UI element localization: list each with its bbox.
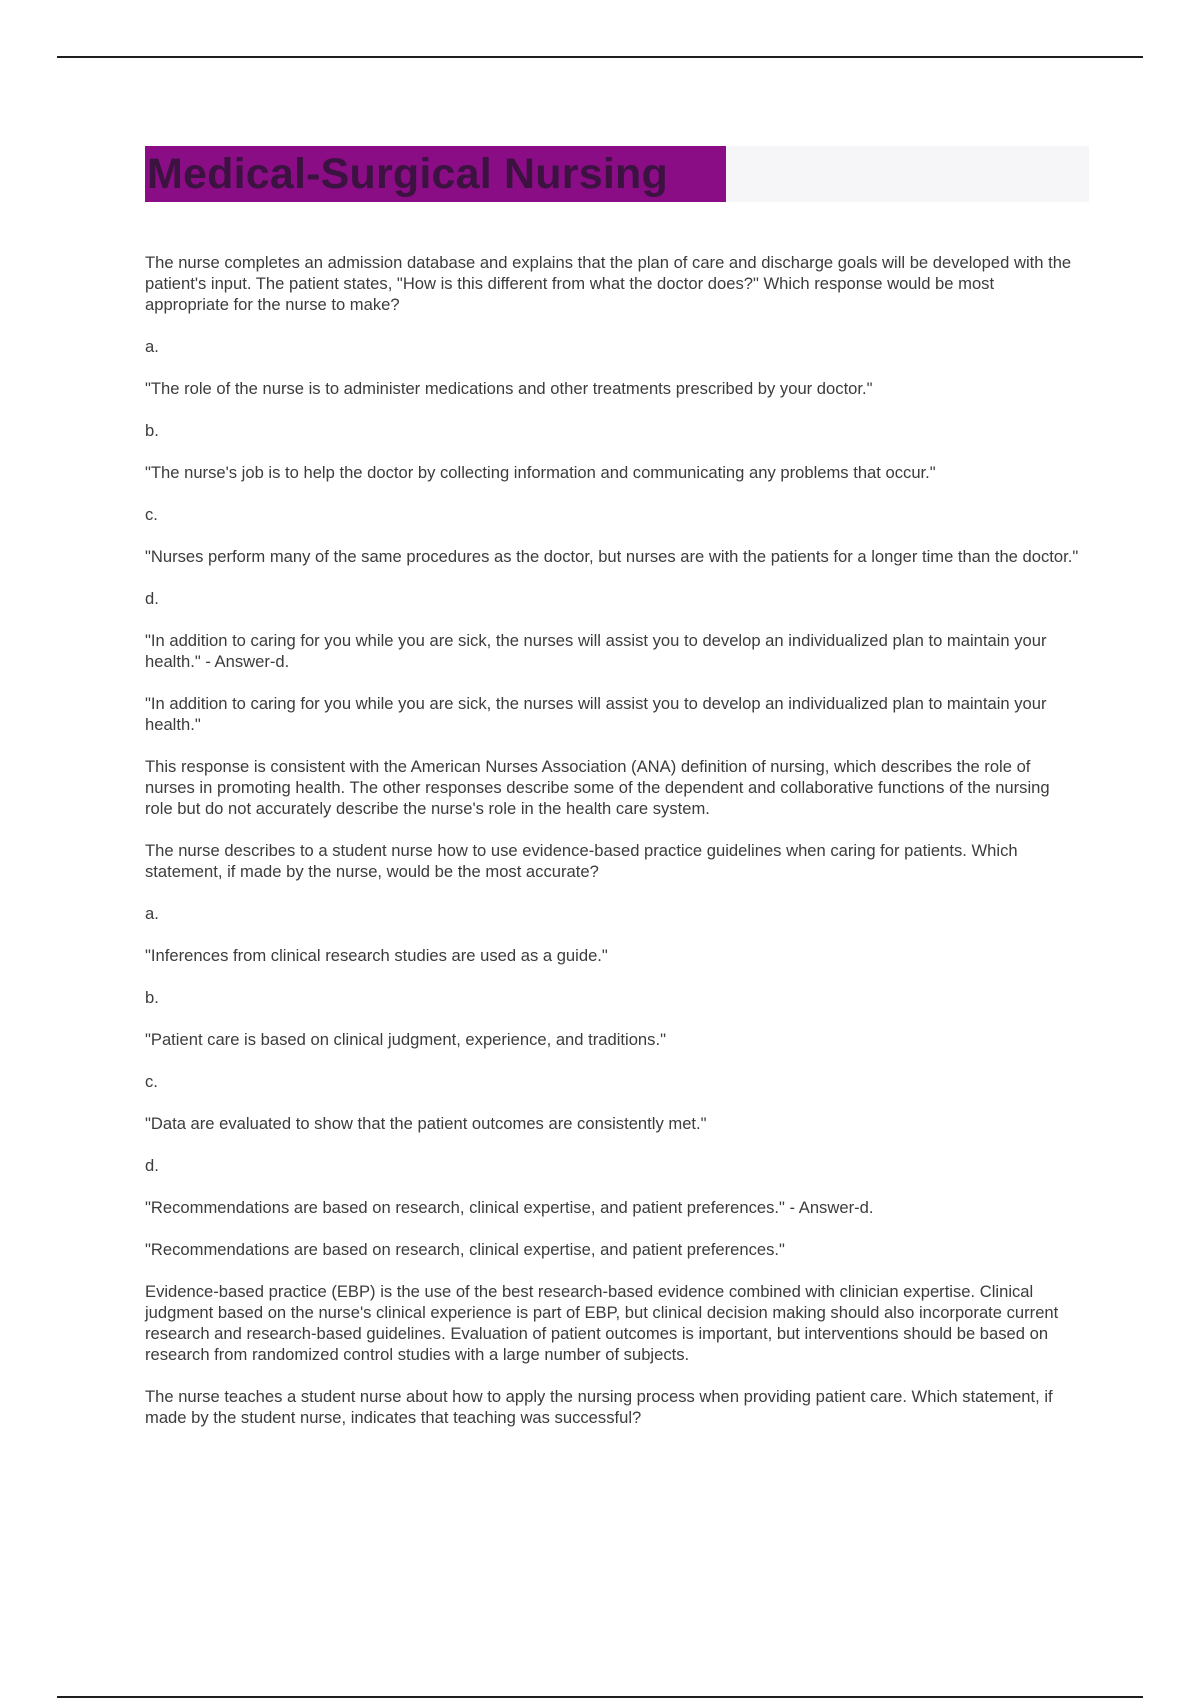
question-1-option-c-text: "Nurses perform many of the same procedures as the doctor, but nurses are with the patients for a longer time than the doctor." [145, 547, 1079, 566]
question-2-option-b-letter: b. [145, 988, 159, 1007]
question-2-option-d-letter: d. [145, 1156, 159, 1175]
question-2-stem: The nurse describes to a student nurse how to use evidence-based practice guidelines when caring for patients. Which statement, if made by the nurse, would be the most accurate? [145, 841, 1018, 881]
question-3-stem: The nurse teaches a student nurse about how to apply the nursing process when providing patient care. Which statement, if made by the student nurse, indicates that teaching was successful? [145, 1387, 1053, 1427]
document-body [145, 252, 1080, 1449]
question-1-correct-answer: "In addition to caring for you while you are sick, the nurses will assist you to develop an individualized plan to maintain your health." [145, 694, 1047, 734]
document-title: Medical-Surgical Nursing [145, 146, 726, 202]
question-1-option-a-letter: a. [145, 337, 159, 356]
bottom-rule [57, 1696, 1143, 1698]
top-rule [57, 56, 1143, 58]
question-2-correct-answer: "Recommendations are based on research, clinical expertise, and patient preferences." [145, 1240, 785, 1259]
question-1-option-a-text: "The role of the nurse is to administer medications and other treatments prescribed by your doctor." [145, 379, 873, 398]
question-2-option-a-text: "Inferences from clinical research studies are used as a guide." [145, 946, 608, 965]
question-2-option-a-letter: a. [145, 904, 159, 923]
question-1-rationale: This response is consistent with the American Nurses Association (ANA) definition of nursing, which describes the role of nurses in promoting health. The other responses describe some of the dependent and collaborative functions of the nursing role but do not accurately describe the nurse's role in the health care system. [145, 757, 1050, 818]
question-1-option-d-letter: d. [145, 589, 159, 608]
question-1-option-b-text: "The nurse's job is to help the doctor by collecting information and communicating any problems that occur." [145, 463, 936, 482]
question-1-option-c-letter: c. [145, 505, 158, 524]
question-1-option-b-letter: b. [145, 421, 159, 440]
question-2-option-d-answer: "Recommendations are based on research, clinical expertise, and patient preferences." - Answer-d. [145, 1198, 874, 1217]
question-2-rationale: Evidence-based practice (EBP) is the use of the best research-based evidence combined with clinician expertise. Clinical judgment based on the nurse's clinical experience is part of EBP, but clinical decision making should also incorporate current research and research-based guidelines. Evaluation of patient outcomes is important, but interventions should be based on research from randomized control studies with a large number of subjects. [145, 1282, 1059, 1364]
question-2-option-c-letter: c. [145, 1072, 158, 1091]
question-1-option-d-answer: "In addition to caring for you while you are sick, the nurses will assist you to develop an individualized plan to maintain your health." - Answer-d. [145, 631, 1047, 671]
question-1-stem: The nurse completes an admission database and explains that the plan of care and discharge goals will be developed with the patient's input. The patient states, "How is this different from what the doctor does?" Which response would be most appropriate for the nurse to make? [145, 253, 1072, 314]
question-2-option-b-text: "Patient care is based on clinical judgment, experience, and traditions." [145, 1030, 666, 1049]
question-2-option-c-text: "Data are evaluated to show that the patient outcomes are consistently met." [145, 1114, 707, 1133]
